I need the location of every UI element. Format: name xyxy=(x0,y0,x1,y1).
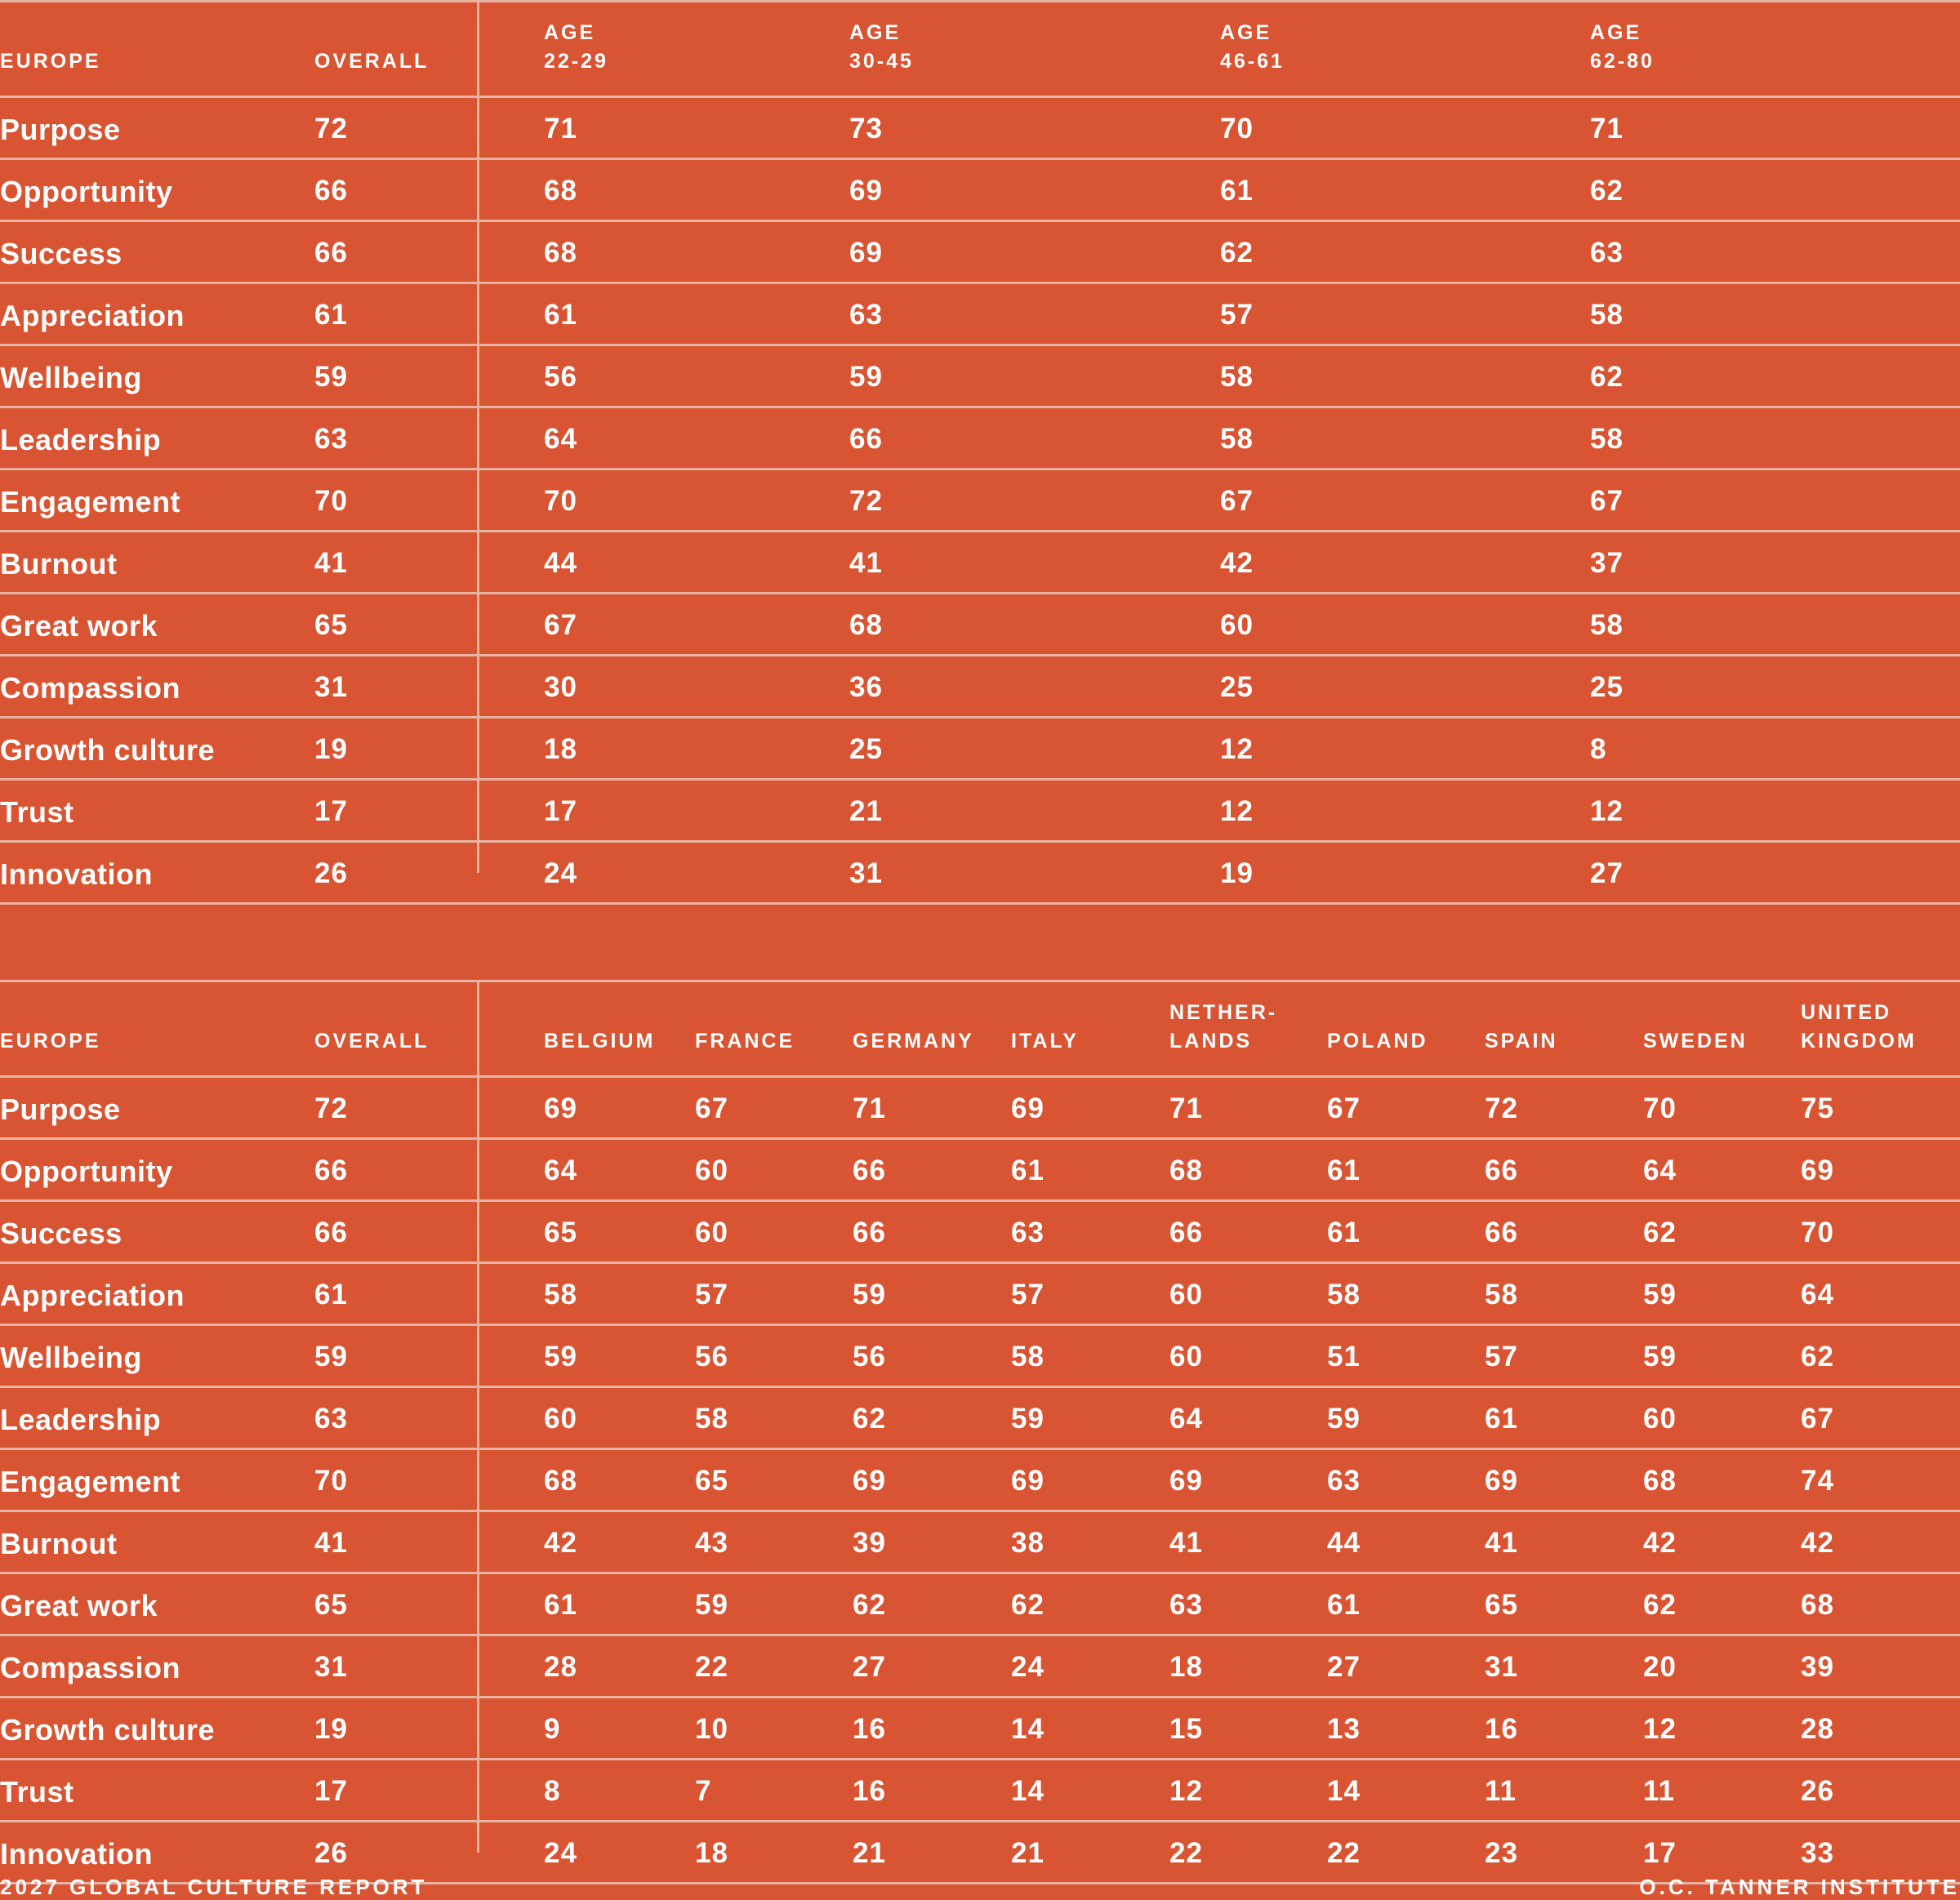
table-cell: 68 xyxy=(544,175,577,207)
table-cell: 59 xyxy=(853,1279,886,1310)
overall-value: 61 xyxy=(314,299,348,331)
column-header: NETHER- LANDS xyxy=(1169,1001,1278,1052)
column-header: AGE 22-29 xyxy=(544,21,608,73)
table-cell: 11 xyxy=(1643,1775,1675,1807)
table-cell: 59 xyxy=(1327,1403,1361,1435)
table-cell: 63 xyxy=(1590,237,1624,269)
table-cell: 62 xyxy=(1011,1589,1045,1621)
table-header xyxy=(0,0,1960,98)
column-header: AGE 30-45 xyxy=(849,21,914,73)
table-cell: 25 xyxy=(849,733,883,765)
report-title-footer: 2027 GLOBAL CULTURE REPORT xyxy=(0,1875,428,1899)
table-cell: 68 xyxy=(849,609,883,641)
table-row xyxy=(0,781,1960,843)
overall-value: 41 xyxy=(314,547,348,579)
publisher-footer: O.C. TANNER INSTITUTE xyxy=(1639,1875,1960,1899)
table-cell: 43 xyxy=(695,1527,728,1559)
row-label: Success xyxy=(0,237,122,270)
overall-value: 19 xyxy=(314,733,348,765)
table-cell: 63 xyxy=(1169,1589,1203,1621)
region-header: EUROPE xyxy=(0,1030,101,1052)
column-header: ITALY xyxy=(1011,1030,1080,1052)
table-cell: 19 xyxy=(1220,857,1254,889)
row-label: Wellbeing xyxy=(0,1341,142,1374)
table-cell: 61 xyxy=(1220,175,1254,207)
row-label: Great work xyxy=(0,1589,158,1622)
table-cell: 12 xyxy=(1220,795,1254,827)
overall-value: 17 xyxy=(314,795,348,827)
region-header: EUROPE xyxy=(0,50,101,73)
table-row xyxy=(0,1140,1960,1202)
table-cell: 60 xyxy=(1220,609,1254,641)
table-cell: 69 xyxy=(1011,1465,1045,1497)
table-cell: 28 xyxy=(544,1651,577,1683)
table-cell: 24 xyxy=(1011,1651,1045,1683)
table-cell: 16 xyxy=(853,1775,886,1807)
row-label: Success xyxy=(0,1217,122,1250)
table-cell: 12 xyxy=(1590,795,1624,827)
table-row xyxy=(0,656,1960,719)
table-row xyxy=(0,1388,1960,1450)
table-cell: 8 xyxy=(1590,733,1607,765)
table-cell: 36 xyxy=(849,671,883,703)
table-cell: 62 xyxy=(853,1589,886,1621)
row-label: Engagement xyxy=(0,1465,181,1498)
table-cell: 69 xyxy=(849,237,883,269)
table-cell: 12 xyxy=(1220,733,1254,765)
row-label: Opportunity xyxy=(0,175,173,208)
table-row xyxy=(0,160,1960,222)
table-cell: 10 xyxy=(695,1713,728,1745)
table-cell: 14 xyxy=(1327,1775,1361,1807)
table-cell: 65 xyxy=(1485,1589,1518,1621)
table-cell: 42 xyxy=(1801,1527,1834,1559)
overall-value: 59 xyxy=(314,361,348,393)
table-cell: 39 xyxy=(1801,1651,1834,1683)
table-cell: 33 xyxy=(1801,1837,1834,1869)
table-cell: 71 xyxy=(544,113,577,145)
table-cell: 14 xyxy=(1011,1775,1045,1807)
overall-value: 66 xyxy=(314,237,348,269)
overall-value: 70 xyxy=(314,485,348,517)
table-cell: 57 xyxy=(1220,299,1254,331)
table-cell: 12 xyxy=(1169,1775,1203,1807)
table-cell: 64 xyxy=(1801,1279,1834,1310)
table-cell: 67 xyxy=(1801,1403,1834,1435)
table-cell: 63 xyxy=(849,299,883,331)
table-cell: 62 xyxy=(1643,1589,1677,1621)
table-cell: 42 xyxy=(544,1527,577,1559)
row-label: Growth culture xyxy=(0,733,216,767)
table-row xyxy=(0,1450,1960,1512)
table-cell: 56 xyxy=(544,361,577,393)
overall-value: 66 xyxy=(314,175,348,207)
table-cell: 59 xyxy=(544,1341,577,1373)
row-label: Engagement xyxy=(0,485,181,518)
table-cell: 72 xyxy=(1485,1092,1518,1124)
table-cell: 65 xyxy=(695,1465,728,1497)
table-cell: 21 xyxy=(1011,1837,1045,1869)
table-cell: 62 xyxy=(1590,175,1624,207)
table-cell: 73 xyxy=(849,113,883,145)
table-row xyxy=(0,98,1960,160)
row-label: Leadership xyxy=(0,1403,162,1436)
table-cell: 61 xyxy=(1327,1589,1361,1621)
table-cell: 58 xyxy=(1590,299,1624,331)
table-cell: 17 xyxy=(1643,1837,1677,1869)
table-cell: 22 xyxy=(1327,1837,1361,1869)
table-row xyxy=(0,843,1960,905)
overall-value: 17 xyxy=(314,1775,348,1807)
table-cell: 75 xyxy=(1801,1092,1834,1124)
table-row xyxy=(0,284,1960,346)
table-cell: 22 xyxy=(1169,1837,1203,1869)
overall-value: 41 xyxy=(314,1527,348,1559)
table-cell: 72 xyxy=(849,485,883,517)
table-cell: 24 xyxy=(544,857,577,889)
table-cell: 68 xyxy=(1169,1155,1203,1186)
table-cell: 61 xyxy=(544,1589,577,1621)
table-cell: 59 xyxy=(1643,1341,1677,1373)
column-header: UNITED KINGDOM xyxy=(1801,1001,1917,1052)
row-label: Opportunity xyxy=(0,1155,173,1188)
overall-value: 72 xyxy=(314,1092,348,1124)
table-cell: 42 xyxy=(1220,547,1254,579)
table-cell: 60 xyxy=(695,1155,728,1186)
table-cell: 61 xyxy=(544,299,577,331)
row-label: Innovation xyxy=(0,1837,153,1871)
table-cell: 56 xyxy=(695,1341,728,1373)
table-cell: 59 xyxy=(695,1589,728,1621)
table-cell: 68 xyxy=(544,1465,577,1497)
table-cell: 41 xyxy=(1169,1527,1203,1559)
row-label: Leadership xyxy=(0,423,162,456)
overall-value: 72 xyxy=(314,113,348,145)
column-header: BELGIUM xyxy=(544,1030,656,1052)
table-cell: 41 xyxy=(849,547,883,579)
table-row xyxy=(0,1698,1960,1760)
column-divider xyxy=(477,980,479,1853)
table-row xyxy=(0,470,1960,532)
table-cell: 63 xyxy=(1011,1217,1045,1248)
table-cell: 42 xyxy=(1643,1527,1677,1559)
table-cell: 62 xyxy=(1590,361,1624,393)
table-cell: 22 xyxy=(695,1651,728,1683)
table-cell: 69 xyxy=(1485,1465,1518,1497)
table-cell: 59 xyxy=(849,361,883,393)
table-cell: 60 xyxy=(695,1217,728,1248)
table-row xyxy=(0,222,1960,284)
table-cell: 66 xyxy=(1485,1155,1518,1186)
table-cell: 21 xyxy=(849,795,883,827)
table-cell: 8 xyxy=(544,1775,561,1807)
table-cell: 16 xyxy=(1485,1713,1518,1745)
table-cell: 27 xyxy=(853,1651,886,1683)
table-cell: 70 xyxy=(1643,1092,1677,1124)
overall-value: 63 xyxy=(314,1403,348,1435)
table-cell: 57 xyxy=(695,1279,728,1310)
table-cell: 28 xyxy=(1801,1713,1834,1745)
table-cell: 62 xyxy=(853,1403,886,1435)
row-label: Purpose xyxy=(0,1092,121,1126)
table-cell: 56 xyxy=(853,1341,886,1373)
table-cell: 20 xyxy=(1643,1651,1677,1683)
table-row xyxy=(0,1078,1960,1140)
table-cell: 31 xyxy=(1485,1651,1518,1683)
row-label: Great work xyxy=(0,609,158,643)
row-label: Wellbeing xyxy=(0,361,142,394)
table-cell: 66 xyxy=(849,423,883,455)
overall-value: 66 xyxy=(314,1155,348,1186)
table-cell: 27 xyxy=(1327,1651,1361,1683)
overall-value: 26 xyxy=(314,857,348,889)
table-cell: 7 xyxy=(695,1775,712,1807)
table-cell: 66 xyxy=(1485,1217,1518,1248)
column-header: FRANCE xyxy=(695,1030,795,1052)
table-cell: 59 xyxy=(1643,1279,1677,1310)
row-label: Growth culture xyxy=(0,1713,216,1746)
row-label: Burnout xyxy=(0,547,118,581)
table-cell: 61 xyxy=(1011,1155,1045,1186)
table-row xyxy=(0,1760,1960,1822)
table-cell: 16 xyxy=(853,1713,886,1745)
table-cell: 18 xyxy=(1169,1651,1203,1683)
table-cell: 69 xyxy=(849,175,883,207)
table-cell: 58 xyxy=(1485,1279,1518,1310)
table-cell: 57 xyxy=(1485,1341,1518,1373)
table-cell: 61 xyxy=(1327,1155,1361,1186)
column-header: POLAND xyxy=(1327,1030,1428,1052)
row-label: Compassion xyxy=(0,1651,181,1684)
table-cell: 21 xyxy=(853,1837,886,1869)
overall-header: OVERALL xyxy=(314,50,430,73)
table-cell: 44 xyxy=(544,547,577,579)
table-cell: 71 xyxy=(1169,1092,1203,1124)
overall-header: OVERALL xyxy=(314,1030,430,1052)
table-cell: 64 xyxy=(544,423,577,455)
table-cell: 66 xyxy=(853,1217,886,1248)
table-cell: 30 xyxy=(544,671,577,703)
table-cell: 24 xyxy=(544,1837,577,1869)
table-row xyxy=(0,719,1960,781)
overall-value: 19 xyxy=(314,1713,348,1745)
table-cell: 26 xyxy=(1801,1775,1834,1807)
overall-value: 65 xyxy=(314,609,348,641)
table-cell: 69 xyxy=(1169,1465,1203,1497)
table-cell: 23 xyxy=(1485,1837,1518,1869)
column-header: SWEDEN xyxy=(1643,1030,1748,1052)
overall-value: 31 xyxy=(314,671,348,703)
table-row xyxy=(0,408,1960,470)
table-cell: 31 xyxy=(849,857,883,889)
table-cell: 58 xyxy=(1590,609,1624,641)
table-cell: 9 xyxy=(544,1713,561,1745)
table-cell: 11 xyxy=(1485,1775,1517,1807)
column-divider xyxy=(477,0,479,873)
table-cell: 66 xyxy=(1169,1217,1203,1248)
overall-value: 66 xyxy=(314,1217,348,1248)
column-header: GERMANY xyxy=(853,1030,974,1052)
table-cell: 61 xyxy=(1327,1217,1361,1248)
table-cell: 61 xyxy=(1485,1403,1518,1435)
table-cell: 67 xyxy=(695,1092,728,1124)
table-cell: 18 xyxy=(695,1837,728,1869)
table-cell: 68 xyxy=(1643,1465,1677,1497)
table-cell: 25 xyxy=(1220,671,1254,703)
table-cell: 65 xyxy=(544,1217,577,1248)
table-cell: 58 xyxy=(1327,1279,1361,1310)
table-cell: 25 xyxy=(1590,671,1624,703)
table-row xyxy=(0,594,1960,656)
table-cell: 27 xyxy=(1590,857,1624,889)
row-label: Innovation xyxy=(0,857,153,891)
column-header: SPAIN xyxy=(1485,1030,1558,1052)
table-cell: 59 xyxy=(1011,1403,1045,1435)
overall-value: 65 xyxy=(314,1589,348,1621)
column-header: AGE 46-61 xyxy=(1220,21,1285,73)
table-cell: 70 xyxy=(544,485,577,517)
table-row xyxy=(0,346,1960,408)
table-cell: 62 xyxy=(1801,1341,1834,1373)
table-cell: 58 xyxy=(1220,423,1254,455)
overall-value: 70 xyxy=(314,1465,348,1497)
table-row xyxy=(0,532,1960,594)
table-cell: 69 xyxy=(544,1092,577,1124)
table-cell: 67 xyxy=(1590,485,1624,517)
overall-value: 63 xyxy=(314,423,348,455)
table-cell: 41 xyxy=(1485,1527,1518,1559)
overall-value: 26 xyxy=(314,1837,348,1869)
table-row xyxy=(0,1202,1960,1264)
table-cell: 13 xyxy=(1327,1713,1361,1745)
table-cell: 62 xyxy=(1220,237,1254,269)
table-cell: 66 xyxy=(853,1155,886,1186)
table-cell: 14 xyxy=(1011,1713,1045,1745)
table-cell: 70 xyxy=(1220,113,1254,145)
row-label: Burnout xyxy=(0,1527,118,1560)
column-header: AGE 62-80 xyxy=(1590,21,1655,73)
table-row xyxy=(0,1574,1960,1636)
table-cell: 58 xyxy=(544,1279,577,1310)
table-cell: 51 xyxy=(1327,1341,1361,1373)
table-cell: 60 xyxy=(1169,1279,1203,1310)
table-cell: 58 xyxy=(1220,361,1254,393)
table-row xyxy=(0,1512,1960,1574)
row-label: Appreciation xyxy=(0,1279,185,1312)
row-label: Trust xyxy=(0,1775,74,1809)
table-cell: 37 xyxy=(1590,547,1624,579)
table-cell: 15 xyxy=(1169,1713,1203,1745)
table-cell: 67 xyxy=(1327,1092,1361,1124)
table-cell: 69 xyxy=(853,1465,886,1497)
table-cell: 70 xyxy=(1801,1217,1834,1248)
table-cell: 58 xyxy=(695,1403,728,1435)
country-breakdown-table xyxy=(0,980,1960,1884)
table-cell: 60 xyxy=(544,1403,577,1435)
row-label: Purpose xyxy=(0,113,121,146)
age-breakdown-table xyxy=(0,0,1960,905)
table-cell: 71 xyxy=(853,1092,886,1124)
table-cell: 57 xyxy=(1011,1279,1045,1310)
table-cell: 71 xyxy=(1590,113,1624,145)
overall-value: 59 xyxy=(314,1341,348,1373)
overall-value: 31 xyxy=(314,1651,348,1683)
table-cell: 68 xyxy=(1801,1589,1834,1621)
table-cell: 67 xyxy=(1220,485,1254,517)
table-cell: 60 xyxy=(1169,1341,1203,1373)
table-row xyxy=(0,1326,1960,1388)
row-label: Trust xyxy=(0,795,74,829)
table-cell: 69 xyxy=(1801,1155,1834,1186)
table-cell: 64 xyxy=(544,1155,577,1186)
table-cell: 38 xyxy=(1011,1527,1045,1559)
table-row xyxy=(0,1636,1960,1698)
table-cell: 74 xyxy=(1801,1465,1834,1497)
table-cell: 62 xyxy=(1643,1217,1677,1248)
table-cell: 63 xyxy=(1327,1465,1361,1497)
table-cell: 67 xyxy=(544,609,577,641)
table-cell: 58 xyxy=(1590,423,1624,455)
table-cell: 64 xyxy=(1169,1403,1203,1435)
table-cell: 44 xyxy=(1327,1527,1361,1559)
table-cell: 18 xyxy=(544,733,577,765)
overall-value: 61 xyxy=(314,1279,348,1310)
table-cell: 68 xyxy=(544,237,577,269)
table-cell: 69 xyxy=(1011,1092,1045,1124)
table-cell: 39 xyxy=(853,1527,886,1559)
table-row xyxy=(0,1264,1960,1326)
table-header xyxy=(0,980,1960,1078)
row-label: Appreciation xyxy=(0,299,185,332)
table-cell: 64 xyxy=(1643,1155,1677,1186)
table-cell: 17 xyxy=(544,795,577,827)
table-cell: 58 xyxy=(1011,1341,1045,1373)
row-label: Compassion xyxy=(0,671,181,705)
table-cell: 12 xyxy=(1643,1713,1677,1745)
table-cell: 60 xyxy=(1643,1403,1677,1435)
